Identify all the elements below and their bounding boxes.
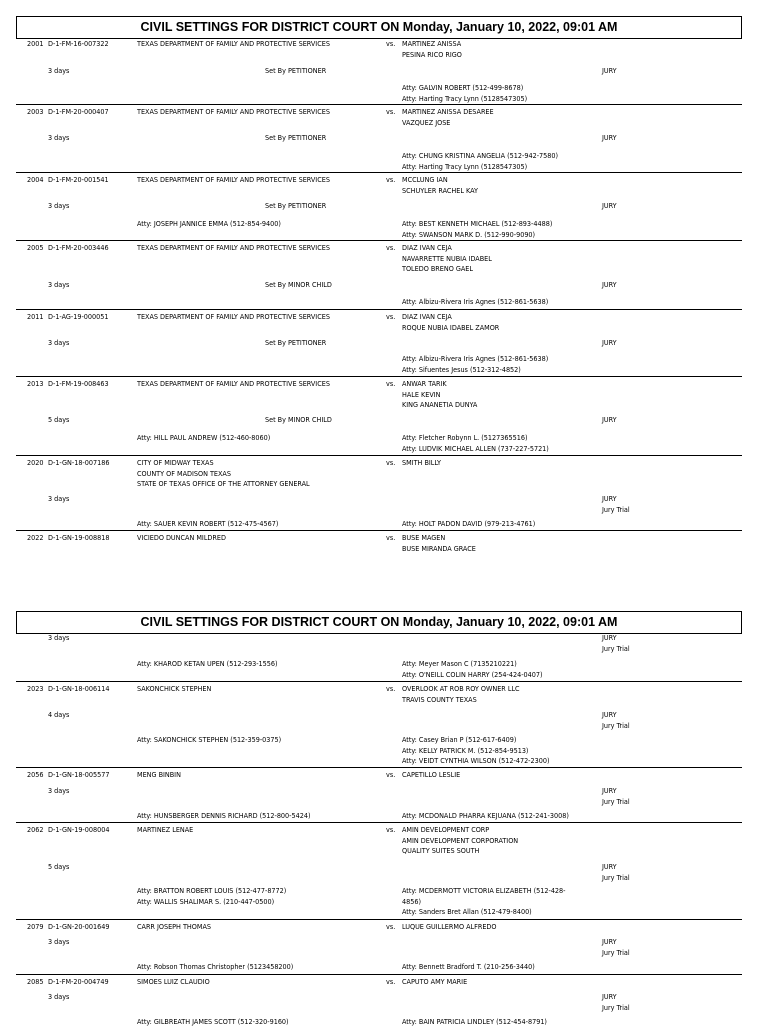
case-number: 2003	[27, 107, 44, 116]
jury-type: Jury Trial	[602, 643, 630, 653]
jury-type: JURY	[602, 494, 617, 503]
defendant-name: AMIN DEVELOPMENT CORPORATION	[402, 835, 519, 845]
defendant-name: AMIN DEVELOPMENT CORP	[402, 825, 490, 834]
plaintiff-name: CITY OF MIDWAY TEXAS	[137, 458, 214, 467]
trial-duration: 3 days	[48, 133, 70, 142]
defendant-attorney: Atty: BEST KENNETH MICHAEL (512-893-4488)	[402, 219, 553, 228]
plaintiff-attorney: Atty: WALLIS SHALIMAR S. (210-447-0500)	[137, 896, 275, 906]
defendant-name: ANWAR TARIK	[402, 379, 447, 388]
row-divider	[16, 240, 742, 241]
plaintiff-name: SAKONCHICK STEPHEN	[137, 684, 212, 693]
defendant-name: BUSE MIRANDA GRACE	[402, 543, 476, 553]
trial-duration: 3 days	[48, 633, 70, 642]
defendant-attorney: Atty: BAIN PATRICIA LINDLEY (512-454-8791)	[402, 1017, 547, 1026]
plaintiff-name: TEXAS DEPARTMENT OF FAMILY AND PROTECTIVE SERVICES	[137, 39, 330, 48]
versus-label: vs.	[386, 312, 396, 321]
row-divider	[16, 455, 742, 456]
set-by-label: Set By PETITIONER	[265, 133, 327, 142]
row-divider	[16, 822, 742, 823]
jury-type: JURY	[602, 338, 617, 347]
plaintiff-name: COUNTY OF MADISON TEXAS	[137, 468, 231, 478]
defendant-attorney: Atty: LUDVIK MICHAEL ALLEN (737-227-5721)	[402, 443, 549, 453]
versus-label: vs.	[386, 39, 396, 48]
versus-label: vs.	[386, 243, 396, 252]
versus-label: vs.	[386, 770, 396, 779]
defendant-name: HALE KEVIN	[402, 389, 441, 399]
jury-type: Jury Trial	[602, 796, 630, 806]
docket-number: D-1-FM-20-001541	[48, 175, 109, 184]
page-header: CIVIL SETTINGS FOR DISTRICT COURT ON Monday, January 10, 2022, 09:01 AM	[16, 16, 742, 39]
plaintiff-attorney: Atty: SAKONCHICK STEPHEN (512-359-0375)	[137, 735, 282, 744]
defendant-attorney: Atty: CHUNG KRISTINA ANGELIA (512-942-7580)	[402, 151, 559, 160]
trial-duration: 5 days	[48, 415, 70, 424]
trial-duration: 3 days	[48, 786, 70, 795]
plaintiff-attorney: Atty: Robson Thomas Christopher (5123458200)	[137, 962, 294, 971]
plaintiff-name: CARR JOSEPH THOMAS	[137, 922, 211, 931]
row-divider	[16, 309, 742, 310]
trial-duration: 3 days	[48, 494, 70, 503]
plaintiff-attorney: Atty: HILL PAUL ANDREW (512-460-8060)	[137, 433, 271, 442]
trial-duration: 3 days	[48, 201, 70, 210]
jury-type: JURY	[602, 633, 617, 642]
jury-type: JURY	[602, 710, 617, 719]
docket-number: D-1-GN-18-007186	[48, 458, 110, 467]
case-number: 2079	[27, 922, 44, 931]
row-divider	[16, 681, 742, 682]
plaintiff-attorney: Atty: JOSEPH JANNICE EMMA (512-854-9400)	[137, 219, 281, 228]
versus-label: vs.	[386, 977, 396, 986]
docket-number: D-1-FM-16-007322	[48, 39, 109, 48]
page-header: CIVIL SETTINGS FOR DISTRICT COURT ON Monday, January 10, 2022, 09:01 AM	[16, 611, 742, 634]
defendant-name: SCHUYLER RACHEL KAY	[402, 185, 478, 195]
jury-type: JURY	[602, 992, 617, 1001]
defendant-name: LUQUE GUILLERMO ALFREDO	[402, 922, 497, 931]
jury-type: Jury Trial	[602, 720, 630, 730]
defendant-name: SMITH BILLY	[402, 458, 441, 467]
trial-duration: 3 days	[48, 338, 70, 347]
defendant-attorney: Atty: Harting Tracy Lynn (5128547305)	[402, 161, 528, 171]
plaintiff-name: TEXAS DEPARTMENT OF FAMILY AND PROTECTIVE SERVICES	[137, 175, 330, 184]
docket-number: D-1-GN-19-008818	[48, 533, 110, 542]
plaintiff-attorney: Atty: BRATTON ROBERT LOUIS (512-477-8772)	[137, 886, 287, 895]
defendant-attorney: Atty: Albizu-Rivera Iris Agnes (512-861-5638)	[402, 297, 549, 306]
plaintiff-name: TEXAS DEPARTMENT OF FAMILY AND PROTECTIVE SERVICES	[137, 107, 330, 116]
row-divider	[16, 530, 742, 531]
defendant-attorney: Atty: Sifuentes Jesus (512-312-4852)	[402, 364, 521, 374]
case-number: 2004	[27, 175, 44, 184]
case-number: 2005	[27, 243, 44, 252]
jury-type: JURY	[602, 133, 617, 142]
case-number: 2022	[27, 533, 44, 542]
case-number: 2020	[27, 458, 44, 467]
defendant-name: CAPUTO AMY MARIE	[402, 977, 468, 986]
row-divider	[16, 919, 742, 920]
defendant-attorney: Atty: Albizu-Rivera Iris Agnes (512-861-5638)	[402, 354, 549, 363]
defendant-attorney: Atty: MCDERMOTT VICTORIA ELIZABETH (512-428-	[402, 886, 566, 895]
docket-number: D-1-GN-18-005577	[48, 770, 110, 779]
trial-duration: 3 days	[48, 992, 70, 1001]
docket-number: D-1-FM-20-000407	[48, 107, 109, 116]
defendant-name: VAZQUEZ JOSE	[402, 117, 451, 127]
defendant-attorney: Atty: Casey Brian P (512-617-6409)	[402, 735, 517, 744]
plaintiff-name: TEXAS DEPARTMENT OF FAMILY AND PROTECTIVE SERVICES	[137, 243, 330, 252]
case-number: 2056	[27, 770, 44, 779]
docket-number: D-1-FM-20-003446	[48, 243, 109, 252]
defendant-attorney: Atty: Sanders Bret Allan (512-479-8400)	[402, 907, 532, 917]
set-by-label: Set By MINOR CHILD	[265, 415, 332, 424]
plaintiff-attorney: Atty: SAUER KEVIN ROBERT (512-475-4567)	[137, 519, 279, 528]
plaintiff-name: MENG BINBIN	[137, 770, 181, 779]
defendant-name: DIAZ IVAN CEJA	[402, 243, 452, 252]
row-divider	[16, 974, 742, 975]
plaintiff-name: SIMOES LUIZ CLAUDIO	[137, 977, 210, 986]
jury-type: JURY	[602, 280, 617, 289]
defendant-name: QUALITY SUITES SOUTH	[402, 846, 480, 856]
trial-duration: 3 days	[48, 280, 70, 289]
jury-type: JURY	[602, 862, 617, 871]
versus-label: vs.	[386, 458, 396, 467]
defendant-attorney: Atty: Meyer Mason C (7135210221)	[402, 659, 517, 668]
jury-type: Jury Trial	[602, 504, 630, 514]
trial-duration: 4 days	[48, 710, 70, 719]
plaintiff-attorney: Atty: GILBREATH JAMES SCOTT (512-320-9160)	[137, 1017, 289, 1026]
defendant-name: TRAVIS COUNTY TEXAS	[402, 694, 477, 704]
defendant-name: DIAZ IVAN CEJA	[402, 312, 452, 321]
docket-number: D-1-FM-20-004749	[48, 977, 109, 986]
jury-type: JURY	[602, 415, 617, 424]
case-number: 2023	[27, 684, 44, 693]
trial-duration: 3 days	[48, 66, 70, 75]
jury-type: Jury Trial	[602, 1002, 630, 1012]
set-by-label: Set By PETITIONER	[265, 201, 327, 210]
defendant-attorney: Atty: VEIDT CYNTHIA WILSON (512-472-2300)	[402, 756, 550, 766]
plaintiff-name: TEXAS DEPARTMENT OF FAMILY AND PROTECTIVE SERVICES	[137, 312, 330, 321]
defendant-attorney: Atty: Fletcher Robynn L. (5127365516)	[402, 433, 528, 442]
row-divider	[16, 376, 742, 377]
versus-label: vs.	[386, 107, 396, 116]
versus-label: vs.	[386, 922, 396, 931]
jury-type: JURY	[602, 201, 617, 210]
defendant-name: TOLEDO BRENO GAEL	[402, 264, 473, 274]
jury-type: Jury Trial	[602, 872, 630, 882]
defendant-attorney: Atty: SWANSON MARK D. (512-990-9090)	[402, 229, 536, 239]
row-divider	[16, 104, 742, 105]
plaintiff-name: VICIEDO DUNCAN MILDRED	[137, 533, 226, 542]
defendant-name: KING ANANETIA DUNYA	[402, 400, 478, 410]
defendant-name: BUSE MAGEN	[402, 533, 446, 542]
plaintiff-attorney: Atty: KHAROD KETAN UPEN (512-293-1556)	[137, 659, 278, 668]
jury-type: JURY	[602, 786, 617, 795]
case-number: 2011	[27, 312, 44, 321]
row-divider	[16, 767, 742, 768]
defendant-attorney: Atty: Harting Tracy Lynn (5128547305)	[402, 93, 528, 103]
docket-number: D-1-FM-19-008463	[48, 379, 109, 388]
row-divider	[16, 172, 742, 173]
defendant-attorney: Atty: GALVIN ROBERT (512-499-8678)	[402, 83, 524, 92]
defendant-attorney: Atty: MCDONALD PHARRA KEJUANA (512-241-3008)	[402, 811, 569, 820]
plaintiff-name: MARTINEZ LENAE	[137, 825, 194, 834]
defendant-name: NAVARRETTE NUBIA IDABEL	[402, 253, 492, 263]
defendant-name: ROQUE NUBIA IDABEL ZAMOR	[402, 322, 500, 332]
versus-label: vs.	[386, 825, 396, 834]
defendant-name: MARTINEZ ANISSA	[402, 39, 462, 48]
case-number: 2001	[27, 39, 44, 48]
versus-label: vs.	[386, 175, 396, 184]
jury-type: JURY	[602, 66, 617, 75]
defendant-attorney: 4856)	[402, 896, 421, 906]
case-number: 2013	[27, 379, 44, 388]
set-by-label: Set By PETITIONER	[265, 66, 327, 75]
versus-label: vs.	[386, 379, 396, 388]
plaintiff-attorney: Atty: HUNSBERGER DENNIS RICHARD (512-800-5424)	[137, 811, 311, 820]
defendant-name: MCCLUNG IAN	[402, 175, 448, 184]
defendant-name: CAPETILLO LESLIE	[402, 770, 461, 779]
defendant-name: MARTINEZ ANISSA DESAREE	[402, 107, 494, 116]
jury-type: JURY	[602, 937, 617, 946]
defendant-attorney: Atty: Bennett Bradford T. (210-256-3440)	[402, 962, 535, 971]
set-by-label: Set By PETITIONER	[265, 338, 327, 347]
plaintiff-name: TEXAS DEPARTMENT OF FAMILY AND PROTECTIVE SERVICES	[137, 379, 330, 388]
defendant-name: PESINA RICO RIGO	[402, 49, 462, 59]
defendant-attorney: Atty: KELLY PATRICK M. (512-854-9513)	[402, 745, 529, 755]
plaintiff-name: STATE OF TEXAS OFFICE OF THE ATTORNEY GENERAL	[137, 479, 310, 489]
versus-label: vs.	[386, 533, 396, 542]
trial-duration: 3 days	[48, 937, 70, 946]
docket-number: D-1-AG-19-000051	[48, 312, 109, 321]
case-number: 2062	[27, 825, 44, 834]
set-by-label: Set By MINOR CHILD	[265, 280, 332, 289]
jury-type: Jury Trial	[602, 947, 630, 957]
docket-number: D-1-GN-19-008004	[48, 825, 110, 834]
docket-number: D-1-GN-20-001649	[48, 922, 110, 931]
defendant-name: OVERLOOK AT ROB ROY OWNER LLC	[402, 684, 520, 693]
versus-label: vs.	[386, 684, 396, 693]
trial-duration: 5 days	[48, 862, 70, 871]
defendant-attorney: Atty: O'NEILL COLIN HARRY (254-424-0407)	[402, 669, 543, 679]
docket-number: D-1-GN-18-006114	[48, 684, 110, 693]
case-number: 2085	[27, 977, 44, 986]
defendant-attorney: Atty: HOLT PADON DAVID (979-213-4761)	[402, 519, 536, 528]
